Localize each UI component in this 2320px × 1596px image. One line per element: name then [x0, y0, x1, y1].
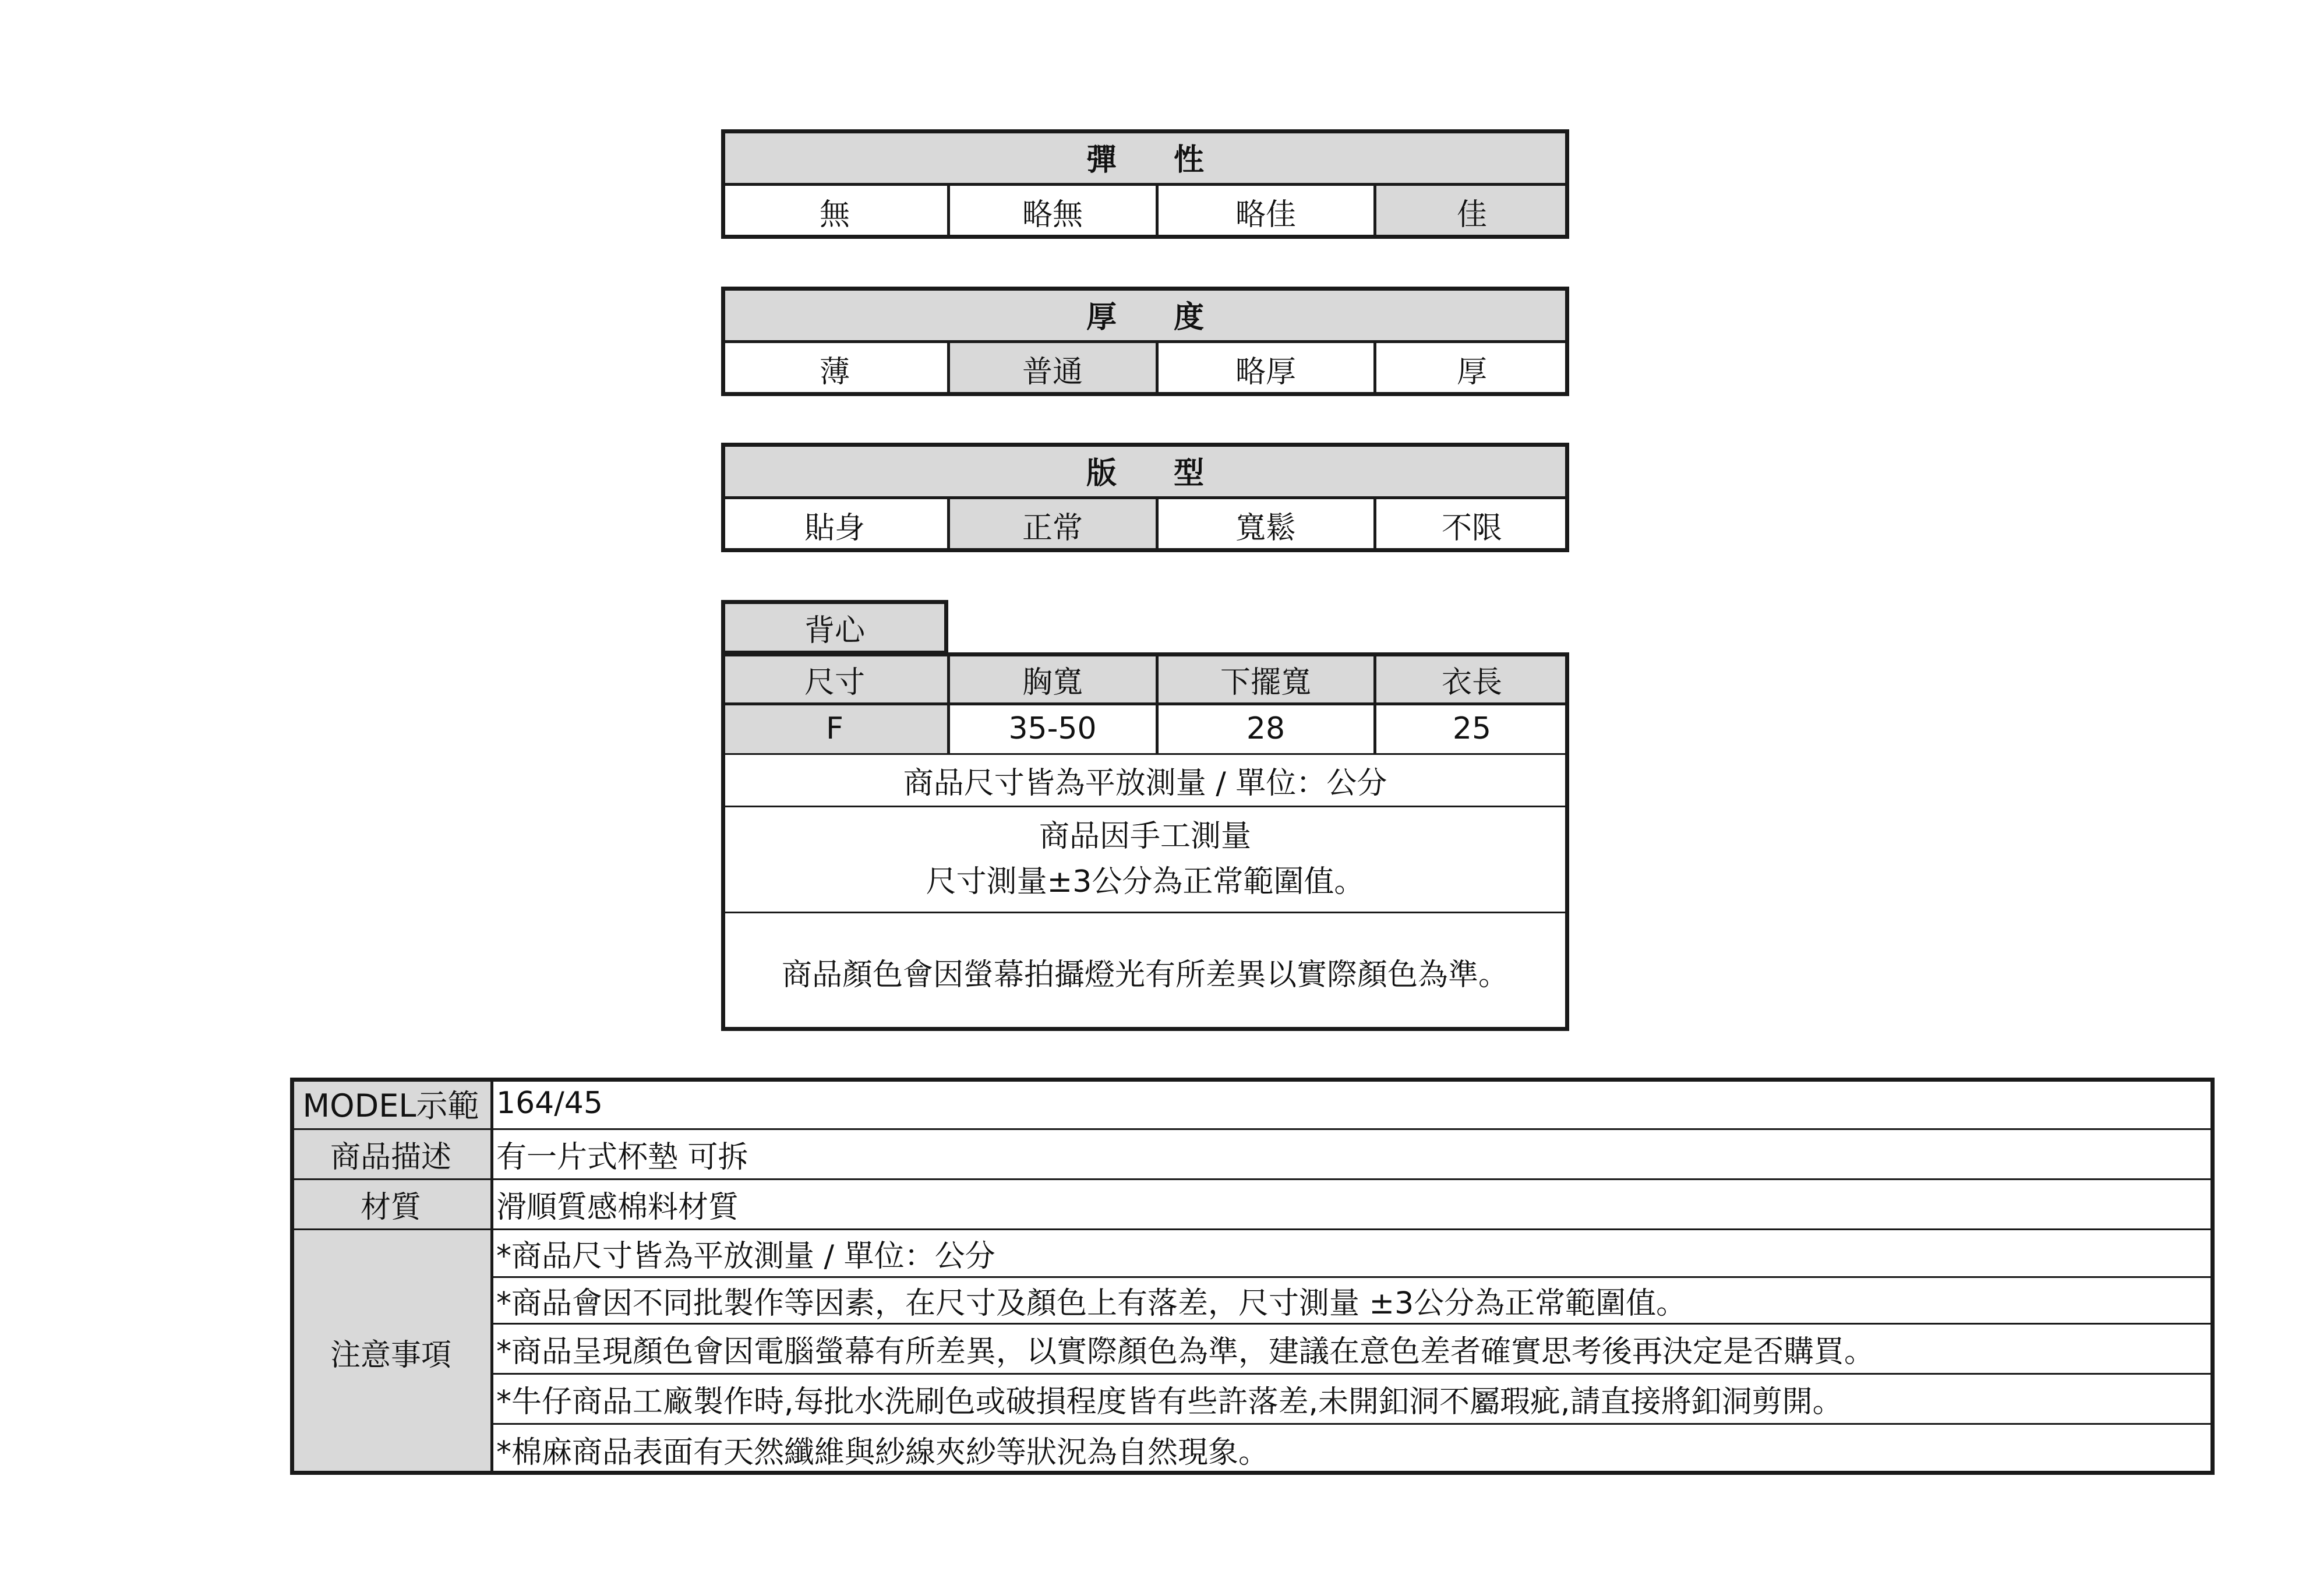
size-note-handmade-line2: 尺寸測量±3公分為正常範圍值。 [926, 864, 1365, 899]
elasticity-option-good: 佳 [1375, 184, 1569, 239]
desc-value: 有一片式杯墊 可拆 [496, 1139, 748, 1175]
size-category-label: 背心 [721, 600, 948, 655]
elasticity-option-none: 無 [819, 197, 850, 232]
thickness-title: 厚 度 [721, 287, 1569, 341]
table-border [721, 129, 1569, 239]
fit-option-regular: 正常 [948, 497, 1157, 552]
size-note-measure: 商品尺寸皆為平放測量 / 單位：公分 [903, 765, 1387, 801]
desc-label: 商品描述 [290, 1129, 492, 1179]
thickness-option-thin: 薄 [819, 354, 850, 390]
category-border [721, 600, 948, 655]
table-border [721, 443, 1569, 552]
thickness-option-thick: 厚 [1456, 354, 1487, 390]
size-header-length: 衣長 [1375, 655, 1569, 704]
elasticity-title: 彈 性 [721, 129, 1569, 184]
note-item: *牛仔商品工廠製作時,每批水洗刷色或破損程度皆有些許落差,未開釦洞不屬瑕疵,請直接將釦洞剪開。 [496, 1384, 1843, 1420]
notes-label: 注意事項 [290, 1229, 492, 1475]
fit-title: 版 型 [721, 443, 1569, 497]
size-table [721, 600, 1569, 1031]
thickness-option-normal: 普通 [948, 341, 1157, 396]
note-item: *棉麻商品表面有天然纖維與紗線夾紗等狀況為自然現象。 [496, 1435, 1269, 1470]
model-label: MODEL示範 [290, 1078, 492, 1129]
table-border [721, 652, 1569, 1031]
note-item: *商品呈現顏色會因電腦螢幕有所差異，以實際顏色為準，建議在意色差者確實思考後再決定是否購買。 [496, 1334, 1875, 1369]
thickness-option-slightly-thick: 略厚 [1235, 354, 1296, 390]
note-item: *商品會因不同批製作等因素，在尺寸及顏色上有落差，尺寸測量 ±3公分為正常範圍值。 [496, 1286, 1687, 1321]
size-header-chest: 胸寬 [948, 655, 1157, 704]
size-cell-chest: 35-50 [1008, 711, 1097, 746]
size-cell-size: F [721, 704, 948, 754]
size-header-hem: 下擺寬 [1157, 655, 1375, 704]
size-note-color: 商品顏色會因螢幕拍攝燈光有所差異以實際顏色為準。 [781, 957, 1509, 993]
table-border [290, 1078, 2215, 1475]
size-note-handmade-line1: 商品因手工測量 [1039, 819, 1251, 854]
note-item: *商品尺寸皆為平放測量 / 單位：公分 [496, 1238, 995, 1274]
fit-option-loose: 寬鬆 [1235, 510, 1296, 546]
material-value: 滑順質感棉料材質 [496, 1189, 739, 1225]
thickness-table [721, 287, 1569, 396]
material-label: 材質 [290, 1179, 492, 1229]
fit-option-unlimited: 不限 [1441, 510, 1502, 546]
size-cell-hem: 28 [1246, 711, 1286, 746]
elasticity-table [721, 129, 1569, 239]
elasticity-option-slightly-good: 略佳 [1235, 197, 1296, 232]
size-cell-length: 25 [1452, 711, 1492, 746]
model-value: 164/45 [496, 1086, 603, 1121]
fit-option-slim: 貼身 [804, 510, 865, 546]
size-header-size: 尺寸 [721, 655, 948, 704]
fit-table [721, 443, 1569, 552]
elasticity-option-slightly-none: 略無 [1022, 197, 1083, 232]
table-border [721, 287, 1569, 396]
info-table [290, 1078, 2215, 1475]
